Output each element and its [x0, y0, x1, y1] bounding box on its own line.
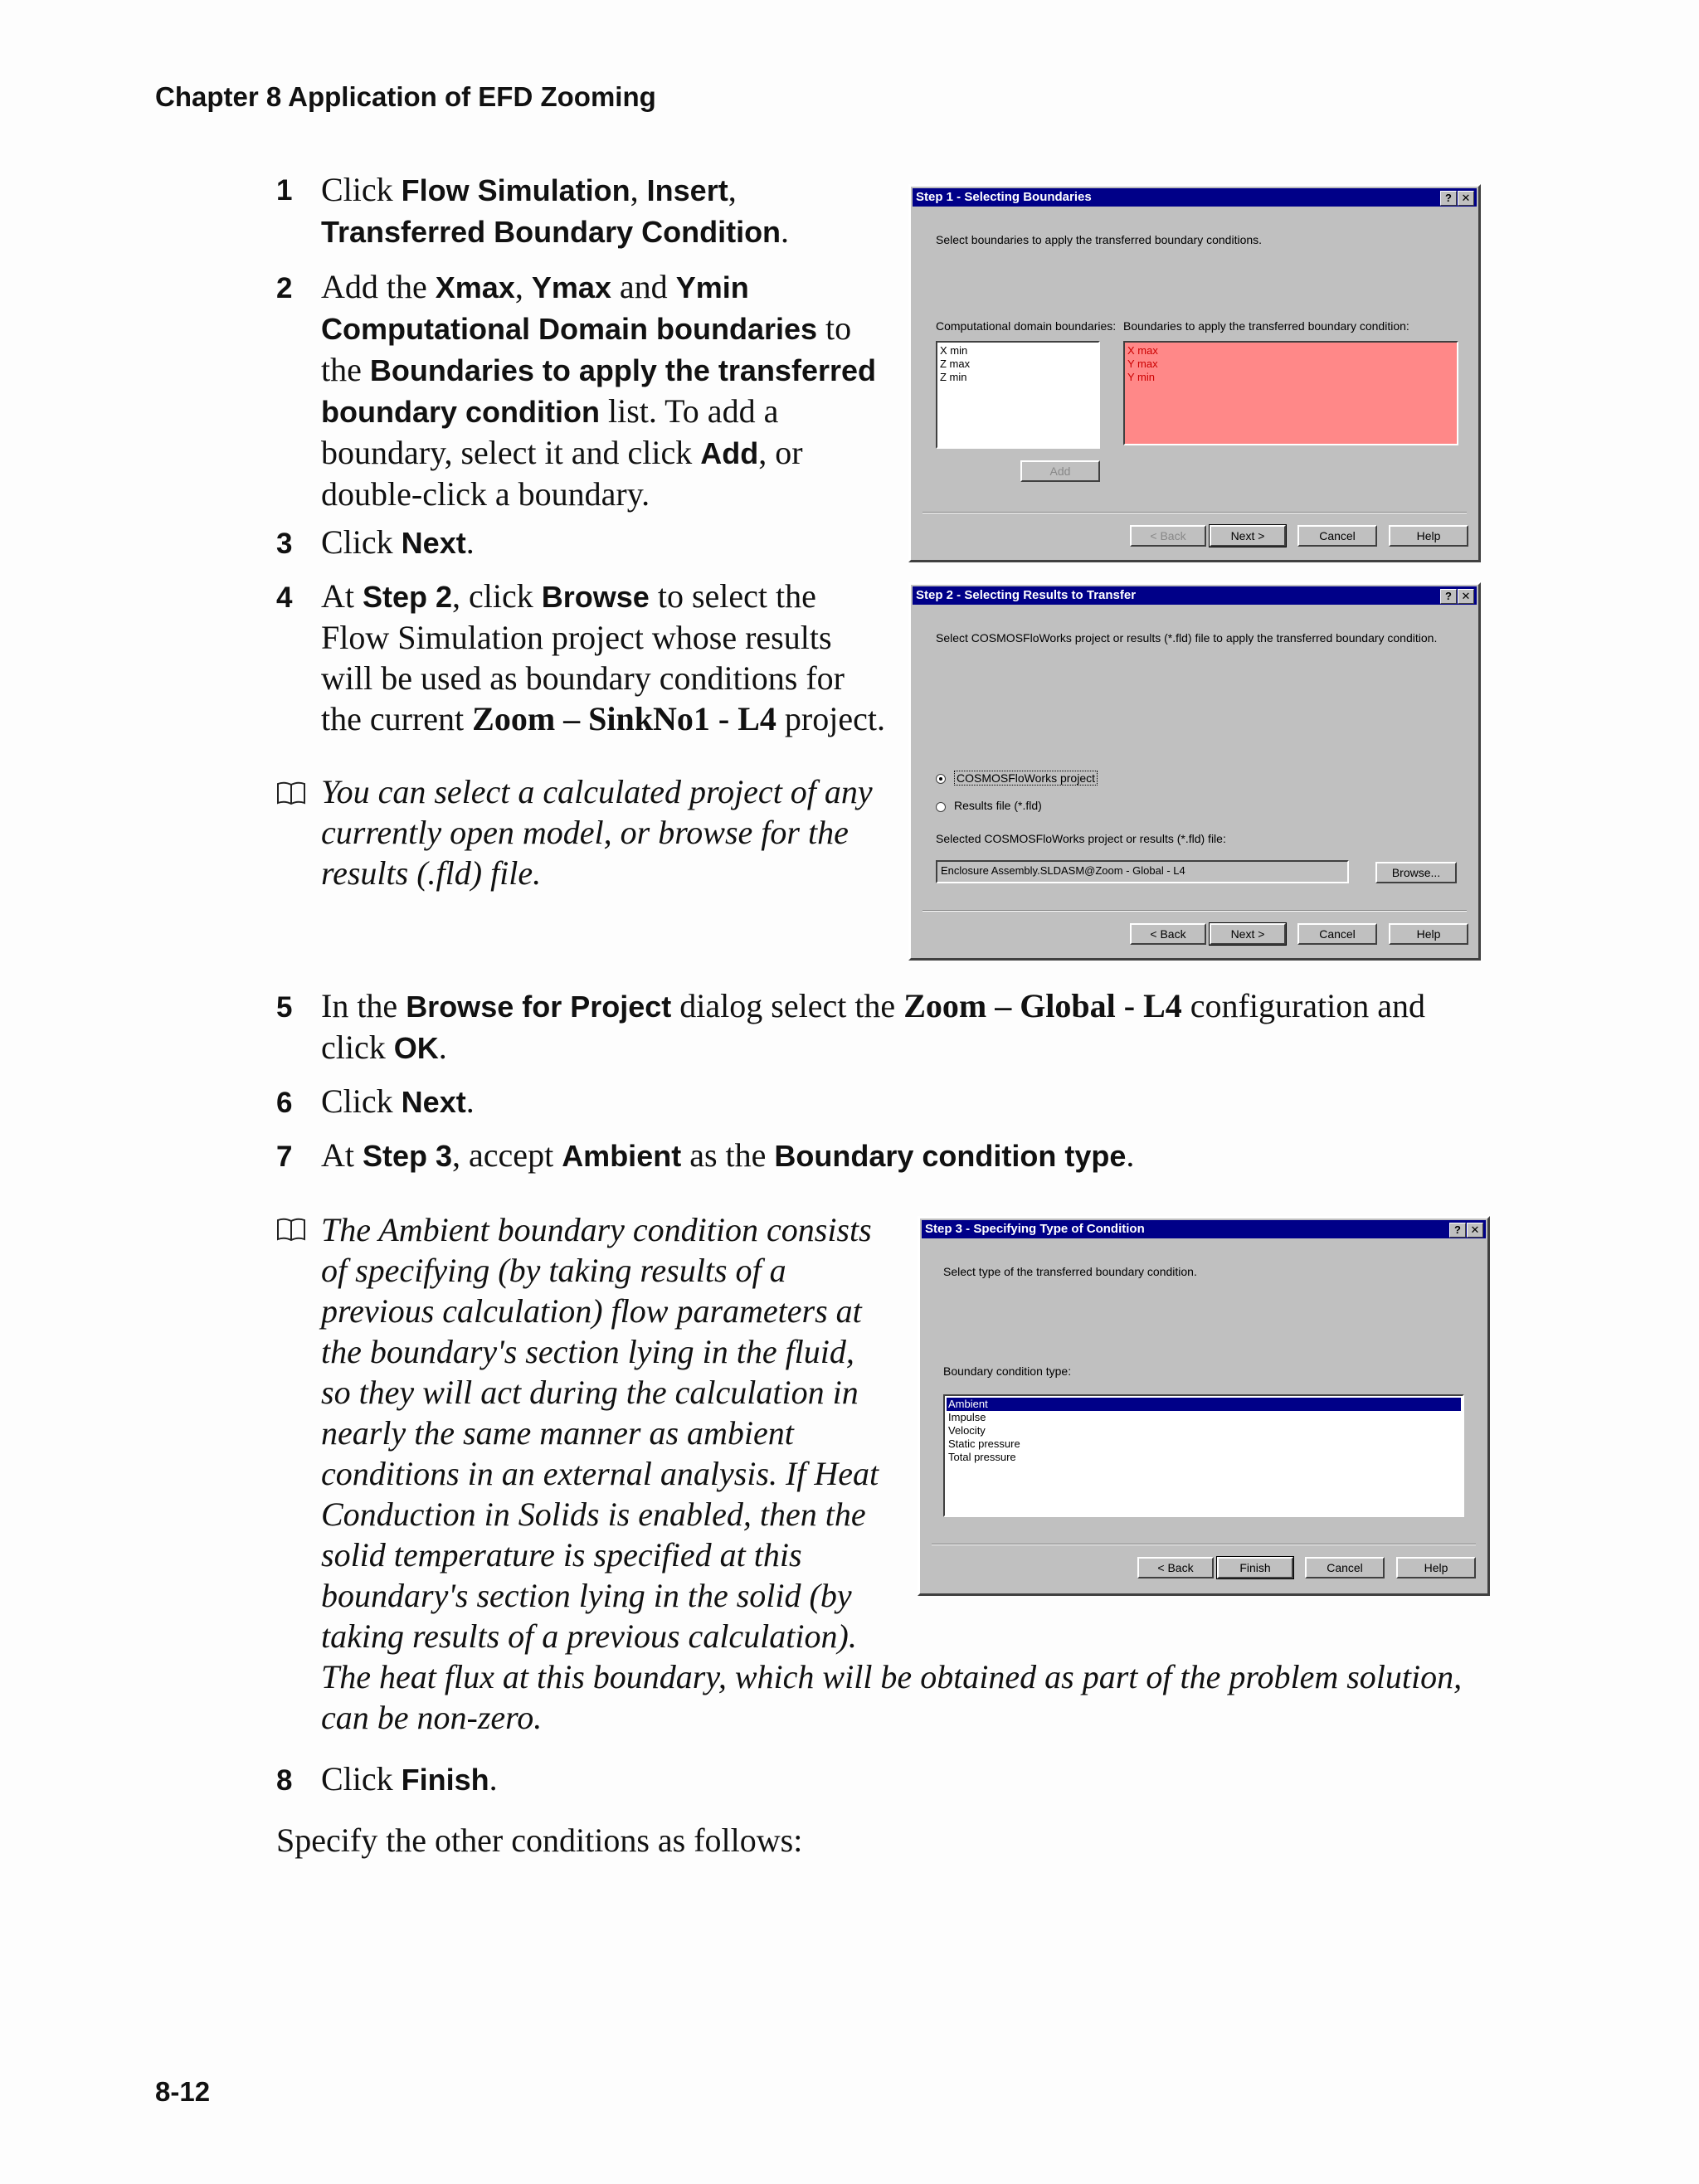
- radio-project[interactable]: [936, 774, 946, 784]
- help-icon[interactable]: ?: [1440, 191, 1457, 206]
- boundary-condition-type-list[interactable]: [943, 1394, 1464, 1517]
- cancel-button[interactable]: Cancel: [1305, 1557, 1385, 1578]
- list-item[interactable]: Velocity: [948, 1424, 986, 1437]
- step-number: 6: [276, 1087, 293, 1119]
- cancel-button[interactable]: Cancel: [1297, 525, 1377, 547]
- next-button[interactable]: Next >: [1210, 525, 1286, 547]
- list-item[interactable]: Impulse: [948, 1411, 986, 1423]
- step-number: 5: [276, 991, 293, 1024]
- book-note-icon: [276, 1216, 306, 1243]
- browse-button[interactable]: Browse...: [1375, 862, 1457, 883]
- step-3-text: Click Next.: [321, 523, 475, 561]
- chapter-header: Chapter 8 Application of EFD Zooming: [155, 81, 656, 112]
- dialog-step1-selecting-boundaries: [908, 184, 1481, 562]
- list-item[interactable]: Y max: [1127, 358, 1158, 370]
- boundary-condition-type-label: Boundary condition type:: [943, 1364, 1072, 1378]
- dialog-instruction: Select type of the transferred boundary condition.: [943, 1265, 1197, 1278]
- computational-domain-label: Computational domain boundaries:: [936, 319, 1117, 333]
- page-number: 8-12: [155, 2076, 211, 2107]
- list-item[interactable]: Static pressure: [948, 1437, 1020, 1450]
- dialog-title-bar: Step 3 - Specifying Type of Condition ? ✕: [922, 1220, 1486, 1238]
- divider: [923, 910, 1467, 912]
- step-8-text: Click Finish.: [321, 1760, 498, 1797]
- radio-results-file[interactable]: [936, 802, 946, 812]
- close-icon[interactable]: ✕: [1458, 589, 1474, 604]
- list-item[interactable]: Total pressure: [948, 1451, 1016, 1463]
- closing-text: Specify the other conditions as follows:: [276, 1822, 803, 1859]
- dialog-step2-selecting-results: [908, 582, 1481, 961]
- back-button[interactable]: < Back: [1130, 923, 1206, 945]
- step-number: 1: [276, 174, 293, 207]
- note-ambient-condition: The Ambient boundary condition consists of specifying (by taking results of a previous calculation) flow parameters at the boundary's section lying in the fluid, so they will act during the calculation in nearly the same manner as ambient conditions in an external analysis. If Heat Conduction in Solids is enabled, then the solid temperature is specified at this boundary's section lying in the solid (by taking results of a previous calculation). The heat flux at this boundary, which will be obtained as part of the problem solution, can be non-zero.: [321, 1211, 1463, 1736]
- list-item-selected[interactable]: Ambient: [947, 1398, 1461, 1411]
- step-6-text: Click Next.: [321, 1082, 475, 1120]
- apply-boundaries-label: Boundaries to apply the transferred boundary condition:: [1123, 319, 1409, 333]
- list-item[interactable]: Z max: [940, 358, 971, 370]
- help-button[interactable]: Help: [1396, 1557, 1476, 1578]
- step-number: 8: [276, 1764, 293, 1797]
- step-number: 2: [276, 272, 293, 304]
- divider: [923, 512, 1467, 513]
- list-item[interactable]: X min: [940, 344, 968, 357]
- selected-file-label: Selected COSMOSFloWorks project or results (*.fld) file:: [936, 832, 1226, 845]
- step-5-text: In the Browse for Project dialog select the Zoom – Global - L4 configuration and click OK.: [321, 987, 1426, 1066]
- help-icon[interactable]: ?: [1449, 1223, 1466, 1238]
- boundaries-to-apply-list[interactable]: [1123, 341, 1458, 445]
- radio-project-label[interactable]: COSMOSFloWorks project: [954, 771, 1098, 786]
- dialog-step3-specifying-type: [918, 1216, 1490, 1596]
- dialog-instruction: Select COSMOSFloWorks project or results (*.fld) file to apply the transferred boundary condition.: [936, 631, 1438, 644]
- step-1-text: Click Flow Simulation, Insert, Transferred Boundary Condition.: [321, 171, 790, 250]
- list-item[interactable]: Y min: [1127, 371, 1155, 383]
- dialog-instruction: Select boundaries to apply the transferred boundary conditions.: [936, 233, 1263, 246]
- help-icon[interactable]: ?: [1440, 589, 1457, 604]
- next-button[interactable]: Next >: [1210, 923, 1286, 945]
- list-item[interactable]: Z min: [940, 371, 967, 383]
- help-button[interactable]: Help: [1389, 525, 1468, 547]
- note-project-selection: You can select a calculated project of any currently open model, or browse for the results (.fld) file.: [321, 773, 873, 892]
- step-2-text: Add the Xmax, Ymax and Ymin Computational Domain boundaries to the Boundaries to apply the transferred boundary condition list. To add a boundary, select it and click Add, or double-click a boundary.: [321, 268, 876, 513]
- back-button[interactable]: < Back: [1130, 525, 1206, 547]
- step-number: 7: [276, 1141, 293, 1173]
- step-number: 3: [276, 528, 293, 560]
- list-item[interactable]: X max: [1127, 344, 1158, 357]
- computational-domain-list[interactable]: [936, 341, 1100, 449]
- add-button[interactable]: Add: [1020, 460, 1100, 482]
- back-button[interactable]: < Back: [1137, 1557, 1214, 1578]
- step-number: 4: [276, 581, 293, 614]
- radio-results-file-label[interactable]: Results file (*.fld): [954, 799, 1042, 812]
- step-4-text: At Step 2, click Browse to select the Flow Simulation project whose results will be used as boundary conditions for the current Zoom – SinkNo1 - L4 project.: [321, 577, 885, 737]
- cancel-button[interactable]: Cancel: [1297, 923, 1377, 945]
- step-7-text: At Step 3, accept Ambient as the Boundary condition type.: [321, 1136, 1135, 1174]
- dialog-title-bar: Step 1 - Selecting Boundaries ? ✕: [913, 188, 1477, 207]
- dialog-title-bar: Step 2 - Selecting Results to Transfer ? ✕: [913, 586, 1477, 605]
- finish-button[interactable]: Finish: [1217, 1557, 1293, 1578]
- book-note-icon: [276, 780, 306, 806]
- divider: [932, 1544, 1476, 1545]
- close-icon[interactable]: ✕: [1467, 1223, 1483, 1238]
- close-icon[interactable]: ✕: [1458, 191, 1474, 206]
- help-button[interactable]: Help: [1389, 923, 1468, 945]
- selected-file-field[interactable]: Enclosure Assembly.SLDASM@Zoom - Global - L4: [936, 860, 1349, 883]
